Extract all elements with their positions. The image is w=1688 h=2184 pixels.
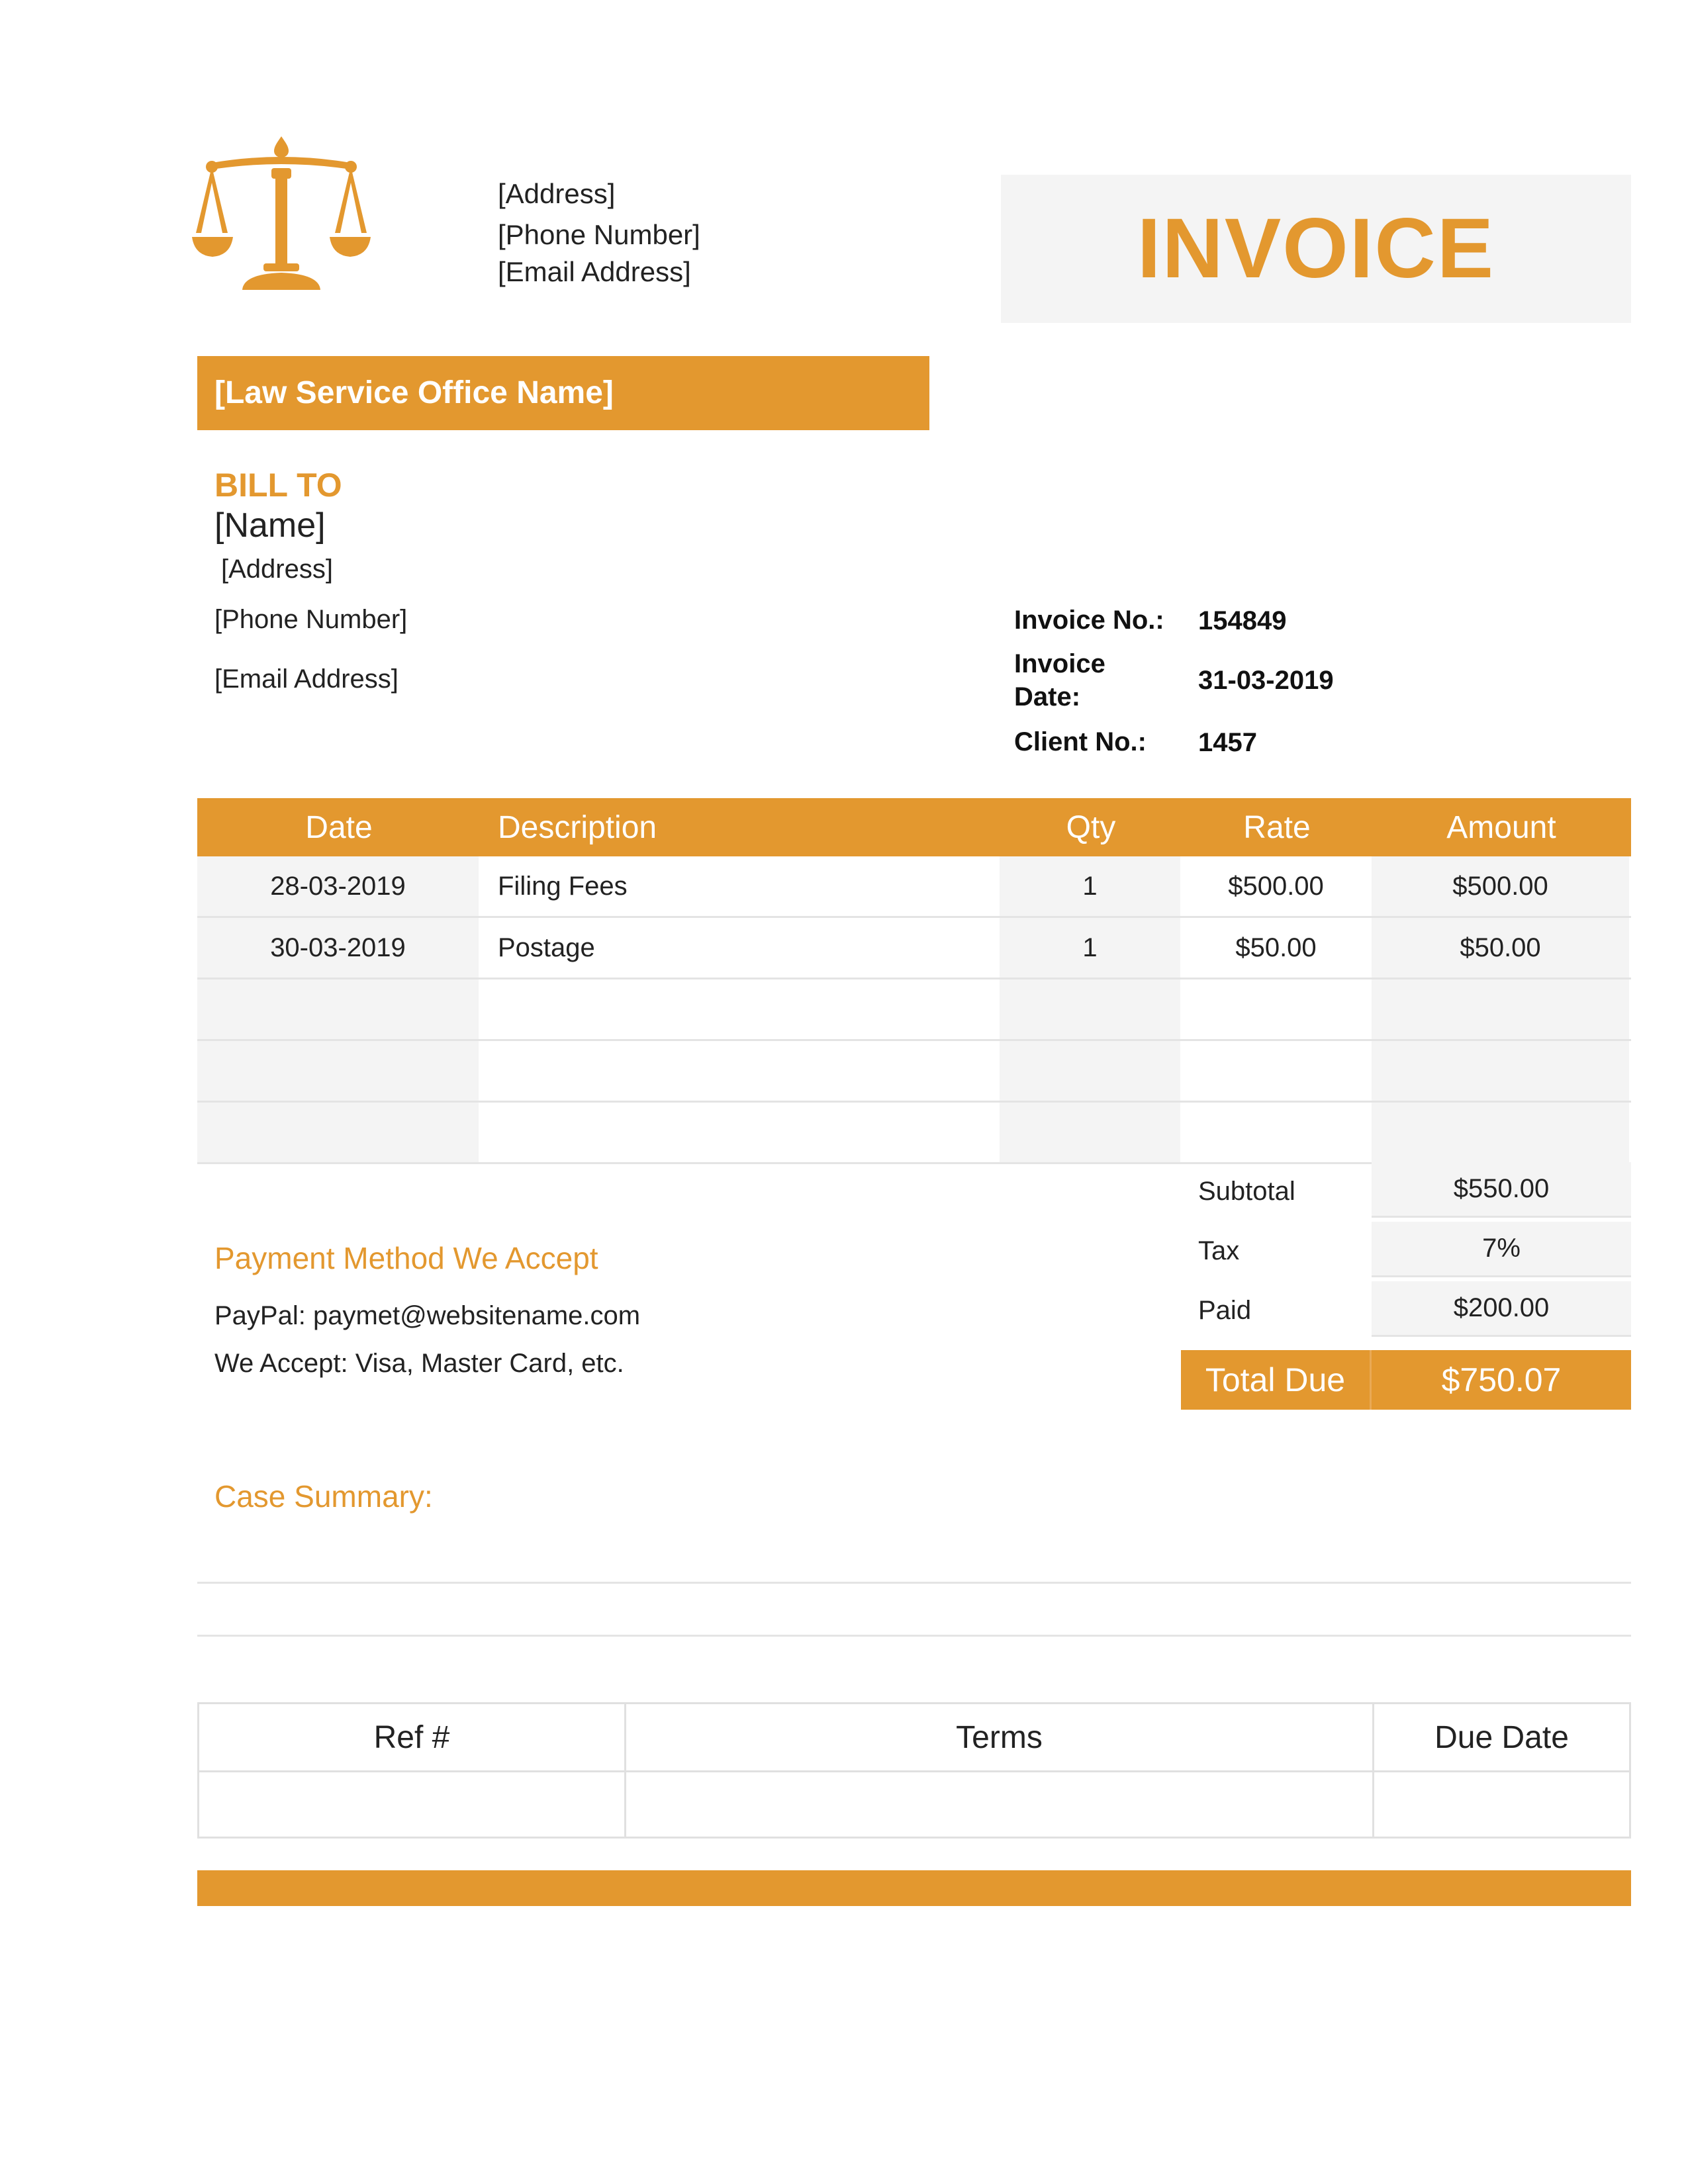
invoice-date-label-line2: Date: xyxy=(1014,682,1081,711)
case-summary-heading: Case Summary: xyxy=(214,1479,433,1514)
ref-value-row xyxy=(199,1770,1629,1839)
invoice-title-box xyxy=(1001,175,1631,323)
header-rate: Rate xyxy=(1243,809,1311,845)
table-row-empty xyxy=(197,1103,1631,1164)
invoice-date-value: 31-03-2019 xyxy=(1198,666,1334,695)
row-description: Postage xyxy=(481,918,1000,978)
row-amount: $500.00 xyxy=(1372,856,1631,916)
client-no-label: Client No.: xyxy=(1014,727,1147,756)
items-header-row xyxy=(197,798,1631,856)
total-due-label: Total Due xyxy=(1181,1350,1372,1410)
tax-value: 7% xyxy=(1372,1222,1631,1277)
items-table xyxy=(197,798,1631,1164)
ref-table xyxy=(197,1702,1631,1839)
case-summary-line xyxy=(197,1582,1631,1584)
table-row-empty xyxy=(197,979,1631,1041)
due-date-value xyxy=(1372,1772,1629,1839)
header-date: Date xyxy=(305,809,373,845)
row-qty: 1 xyxy=(1000,856,1182,916)
sender-email: [Email Address] xyxy=(498,256,691,287)
invoice-no-value: 154849 xyxy=(1198,606,1287,635)
office-name: [Law Service Office Name] xyxy=(214,375,614,410)
ref-header-row xyxy=(199,1704,1629,1770)
row-date: 30-03-2019 xyxy=(197,918,481,978)
terms-header: Terms xyxy=(624,1704,1372,1770)
table-row xyxy=(197,856,1631,918)
row-description: Filing Fees xyxy=(481,856,1000,916)
invoice-no-label: Invoice No.: xyxy=(1014,606,1164,635)
bill-to-heading: BILL TO xyxy=(214,467,342,504)
footer-bar xyxy=(197,1870,1631,1906)
subtotal-label: Subtotal xyxy=(1198,1177,1295,1206)
ref-value xyxy=(199,1772,624,1839)
row-rate: $500.00 xyxy=(1182,856,1372,916)
row-date: 28-03-2019 xyxy=(197,856,481,916)
tax-label: Tax xyxy=(1198,1236,1240,1265)
row-rate: $50.00 xyxy=(1182,918,1372,978)
total-due-value: $750.07 xyxy=(1441,1361,1562,1398)
header-description: Description xyxy=(498,809,657,845)
payment-heading: Payment Method We Accept xyxy=(214,1241,598,1275)
invoice-title: INVOICE xyxy=(1137,201,1495,296)
payment-accepted-cards: We Accept: Visa, Master Card, etc. xyxy=(214,1349,624,1378)
office-name-bar xyxy=(197,356,929,430)
row-qty: 1 xyxy=(1000,918,1182,978)
sender-phone: [Phone Number] xyxy=(498,219,700,250)
client-no-value: 1457 xyxy=(1198,728,1257,757)
terms-value xyxy=(624,1772,1372,1839)
invoice-date-label-line1: Invoice xyxy=(1014,649,1105,678)
total-due-bar xyxy=(1181,1350,1631,1410)
bill-to-phone: [Phone Number] xyxy=(214,605,408,634)
bill-to-address: [Address] xyxy=(221,555,333,584)
header-qty: Qty xyxy=(1066,809,1116,845)
table-row xyxy=(197,918,1631,979)
row-amount: $50.00 xyxy=(1372,918,1631,978)
payment-paypal: PayPal: paymet@websitename.com xyxy=(214,1301,641,1330)
bill-to-name: [Name] xyxy=(214,506,326,545)
header-amount: Amount xyxy=(1446,809,1556,845)
bill-to-email: [Email Address] xyxy=(214,664,399,694)
ref-header: Ref # xyxy=(373,1719,450,1755)
due-date-header: Due Date xyxy=(1372,1704,1629,1770)
table-row-empty xyxy=(197,1041,1631,1103)
scales-of-justice-icon xyxy=(192,132,371,298)
sender-address: [Address] xyxy=(498,178,616,209)
subtotal-value: $550.00 xyxy=(1372,1162,1631,1218)
paid-value: $200.00 xyxy=(1372,1281,1631,1337)
case-summary-line xyxy=(197,1635,1631,1637)
paid-label: Paid xyxy=(1198,1296,1252,1325)
